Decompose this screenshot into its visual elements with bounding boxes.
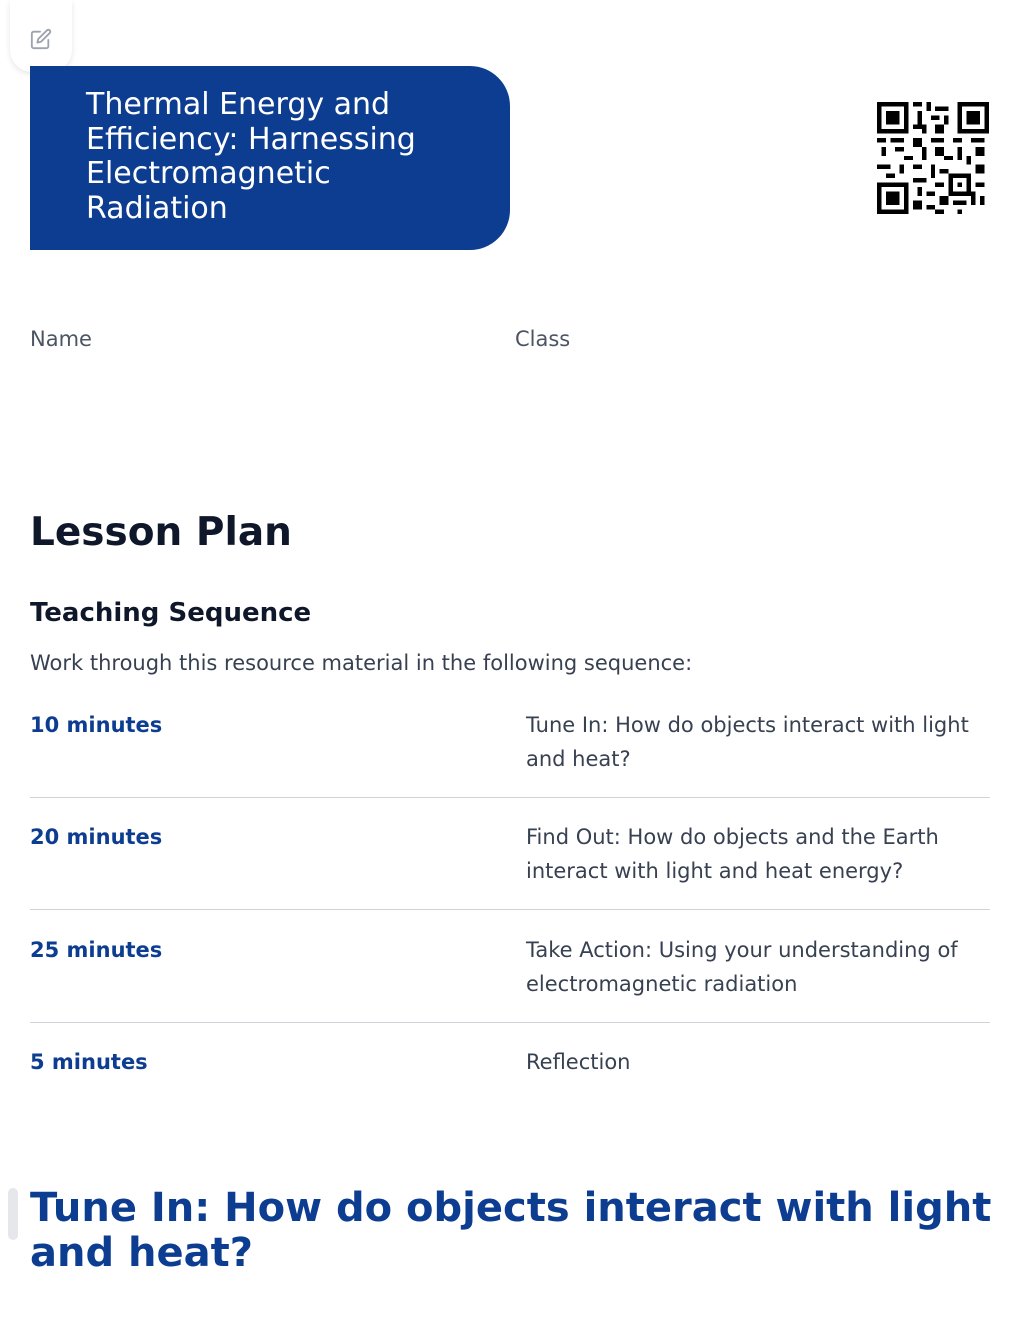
section-marker bbox=[8, 1188, 18, 1240]
title-line: Efficiency: Harnessing bbox=[86, 121, 416, 157]
sequence-duration: 10 minutes bbox=[30, 713, 163, 737]
sequence-activity: Take Action: Using your understanding of electromagnetic radiation bbox=[526, 938, 958, 996]
sequence-activity: Find Out: How do objects and the Earth interact with light and heat energy? bbox=[526, 825, 939, 883]
edit-icon bbox=[30, 28, 52, 54]
name-label: Name bbox=[30, 327, 92, 351]
section-title: Tune In: How do objects interact with light and heat? bbox=[30, 1185, 992, 1276]
title-line: Thermal Energy and bbox=[86, 87, 391, 122]
sequence-duration: 25 minutes bbox=[30, 938, 163, 962]
edit-button[interactable] bbox=[10, 0, 72, 72]
lesson-plan-heading: Lesson Plan bbox=[30, 510, 292, 555]
sequence-table bbox=[30, 704, 990, 1093]
title-card bbox=[30, 66, 510, 250]
sequence-duration: 20 minutes bbox=[30, 825, 163, 849]
sequence-intro: Work through this resource material in the following sequence: bbox=[30, 651, 693, 675]
sequence-row bbox=[30, 798, 990, 910]
sequence-row bbox=[30, 704, 990, 798]
qr-code bbox=[876, 102, 990, 214]
sequence-row bbox=[30, 1023, 990, 1093]
title-line: Radiation bbox=[86, 190, 228, 226]
sequence-duration: 5 minutes bbox=[30, 1050, 148, 1074]
sequence-activity: Reflection bbox=[526, 1050, 631, 1074]
title-line: Electromagnetic bbox=[86, 156, 331, 191]
class-label: Class bbox=[515, 327, 571, 351]
sequence-activity: Tune In: How do objects interact with light and heat? bbox=[526, 713, 969, 771]
sequence-row bbox=[30, 910, 990, 1023]
teaching-sequence-heading: Teaching Sequence bbox=[30, 598, 312, 628]
